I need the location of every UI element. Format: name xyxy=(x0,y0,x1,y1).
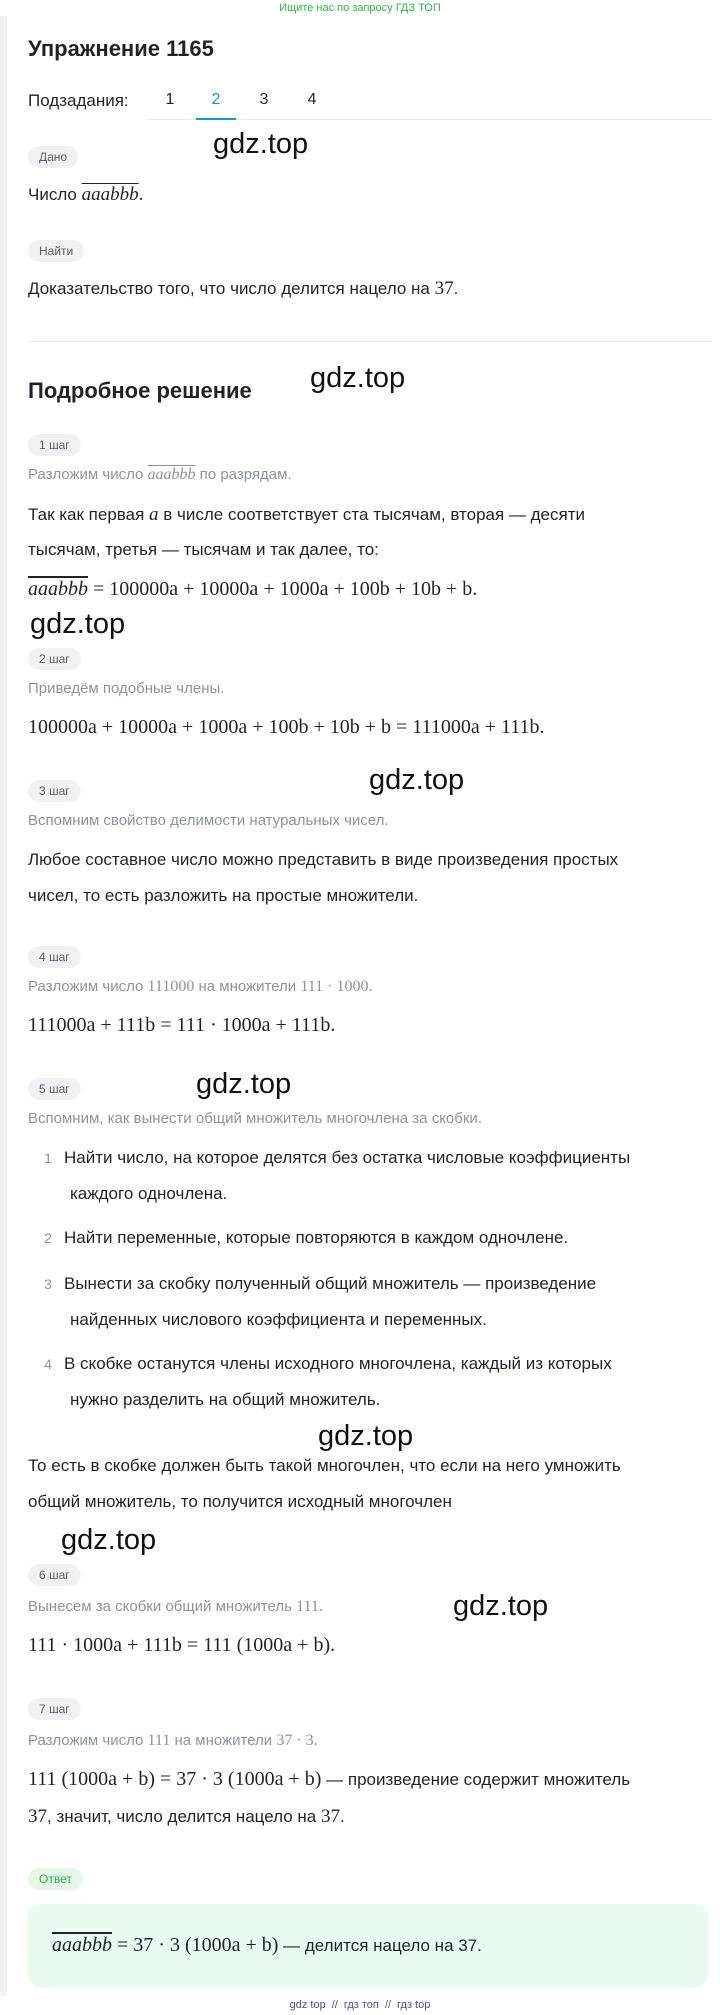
list-item-2-line-1: Найти переменные, которые повторяются в каждом одночлене. xyxy=(64,1228,569,1247)
watermark: gdz.top xyxy=(369,764,465,796)
watermark: gdz.top xyxy=(310,362,406,394)
list-item-4-line-1: В скобке останутся члены исходного многочлена, каждый из которых xyxy=(64,1354,612,1373)
step-1-note: Разложим число aaabbb по разрядам. xyxy=(28,466,292,483)
watermark: gdz.top xyxy=(196,1068,292,1100)
promo-banner[interactable]: Ищите нас по запросу ГДЗ ТОП xyxy=(279,2,441,14)
step-6-note: Вынесем за скобки общий множитель 111. xyxy=(28,1598,323,1615)
list-item-3-line-2: найденных числового коэффициента и переменных. xyxy=(70,1310,487,1329)
tab-1[interactable]: 1 xyxy=(165,91,175,108)
step-3-line-1: Любое составное число можно представить в виде произведения простых xyxy=(28,850,619,869)
step-2-formula: 100000a + 10000a + 1000a + 100b + 10b + b = 111000a + 111b. xyxy=(28,716,545,738)
watermark: gdz.top xyxy=(453,1590,549,1622)
list-item-number: 1 xyxy=(44,1150,52,1166)
list-item-number: 4 xyxy=(44,1356,52,1372)
step-7-pill: 7 шаг xyxy=(28,1698,81,1720)
left-border xyxy=(0,16,7,1996)
footer-link-2[interactable]: гдз топ xyxy=(343,1999,379,2011)
step-7-line-2: 37, значит, число делится нацело на 37. xyxy=(28,1806,345,1827)
step-7-note: Разложим число 111 на множители 37 · 3. xyxy=(28,1732,318,1749)
step-5-pill: 5 шаг xyxy=(28,1078,81,1100)
subtasks-label: Подзадания: xyxy=(28,91,129,110)
find-pill: Найти xyxy=(28,240,84,262)
given-pill: Дано xyxy=(28,146,78,168)
step-4-formula: 111000a + 111b = 111 · 1000a + 111b. xyxy=(28,1014,336,1036)
step-1-line-1: Так как первая a в числе соответствует ста тысячам, вторая — десяти xyxy=(28,504,585,525)
footer-links: gdz top // гдз топ // гдз top xyxy=(289,1999,431,2011)
step-2-note: Приведём подобные члены. xyxy=(28,680,225,697)
answer-pill: Ответ xyxy=(28,1868,83,1890)
active-tab-indicator xyxy=(196,118,236,120)
step-5-note: Вспомним, как вынести общий множитель многочлена за скобки. xyxy=(28,1110,482,1127)
list-item-number: 2 xyxy=(44,1230,52,1246)
find-text: Доказательство того, что число делится нацело на 37. xyxy=(28,278,459,299)
given-text: Число aaabbb. xyxy=(28,184,144,205)
step-5-para-2: общий множитель, то получится исходный многочлен xyxy=(28,1492,452,1511)
step-3-pill: 3 шаг xyxy=(28,780,81,802)
watermark: gdz.top xyxy=(213,128,309,160)
step-2-pill: 2 шаг xyxy=(28,648,81,670)
tab-3[interactable]: 3 xyxy=(259,91,269,108)
solution-heading: Подробное решение xyxy=(28,378,252,403)
list-item-3-line-1: Вынести за скобку полученный общий множитель — произведение xyxy=(64,1274,597,1293)
list-item-1-line-1: Найти число, на которое делятся без остатка числовые коэффициенты xyxy=(64,1148,631,1167)
page-title: Упражнение 1165 xyxy=(28,36,214,61)
step-4-pill: 4 шаг xyxy=(28,946,81,968)
step-3-line-2: чисел, то есть разложить на простые множители. xyxy=(28,886,419,905)
exercise-card xyxy=(28,16,712,1996)
step-1-line-2: тысячам, третья — тысячам и так далее, то: xyxy=(28,540,379,559)
footer-link-1[interactable]: gdz top xyxy=(289,1999,326,2011)
watermark: gdz.top xyxy=(318,1420,414,1452)
step-6-pill: 6 шаг xyxy=(28,1564,81,1586)
answer-text: aaabbb = 37 · 3 (1000a + b) — делится нацело на 37. xyxy=(52,1934,482,1956)
list-item-number: 3 xyxy=(44,1276,52,1292)
footer-link-3[interactable]: гдз top xyxy=(397,1999,431,2011)
step-6-formula: 111 · 1000a + 111b = 111 (1000a + b). xyxy=(28,1634,336,1656)
step-3-note: Вспомним свойство делимости натуральных чисел. xyxy=(28,812,389,829)
section-divider xyxy=(28,341,712,342)
watermark: gdz.top xyxy=(30,608,126,640)
step-1-pill: 1 шаг xyxy=(28,434,81,456)
list-item-4-line-2: нужно разделить на общий множитель. xyxy=(70,1390,381,1409)
step-5-para-1: То есть в скобке должен быть такой многочлен, что если на него умножить xyxy=(28,1456,621,1475)
step-4-note: Разложим число 111000 на множители 111 · 1000. xyxy=(28,978,373,995)
list-item-1-line-2: каждого одночлена. xyxy=(70,1184,228,1203)
tab-2[interactable]: 2 xyxy=(211,91,221,108)
watermark: gdz.top xyxy=(61,1524,157,1556)
tab-4[interactable]: 4 xyxy=(307,91,317,108)
step-7-line-1: 111 (1000a + b) = 37 · 3 (1000a + b) — произведение содержит множитель xyxy=(28,1768,631,1790)
step-1-formula: aaabbb = 100000a + 10000a + 1000a + 100b + 10b + b. xyxy=(28,578,478,600)
